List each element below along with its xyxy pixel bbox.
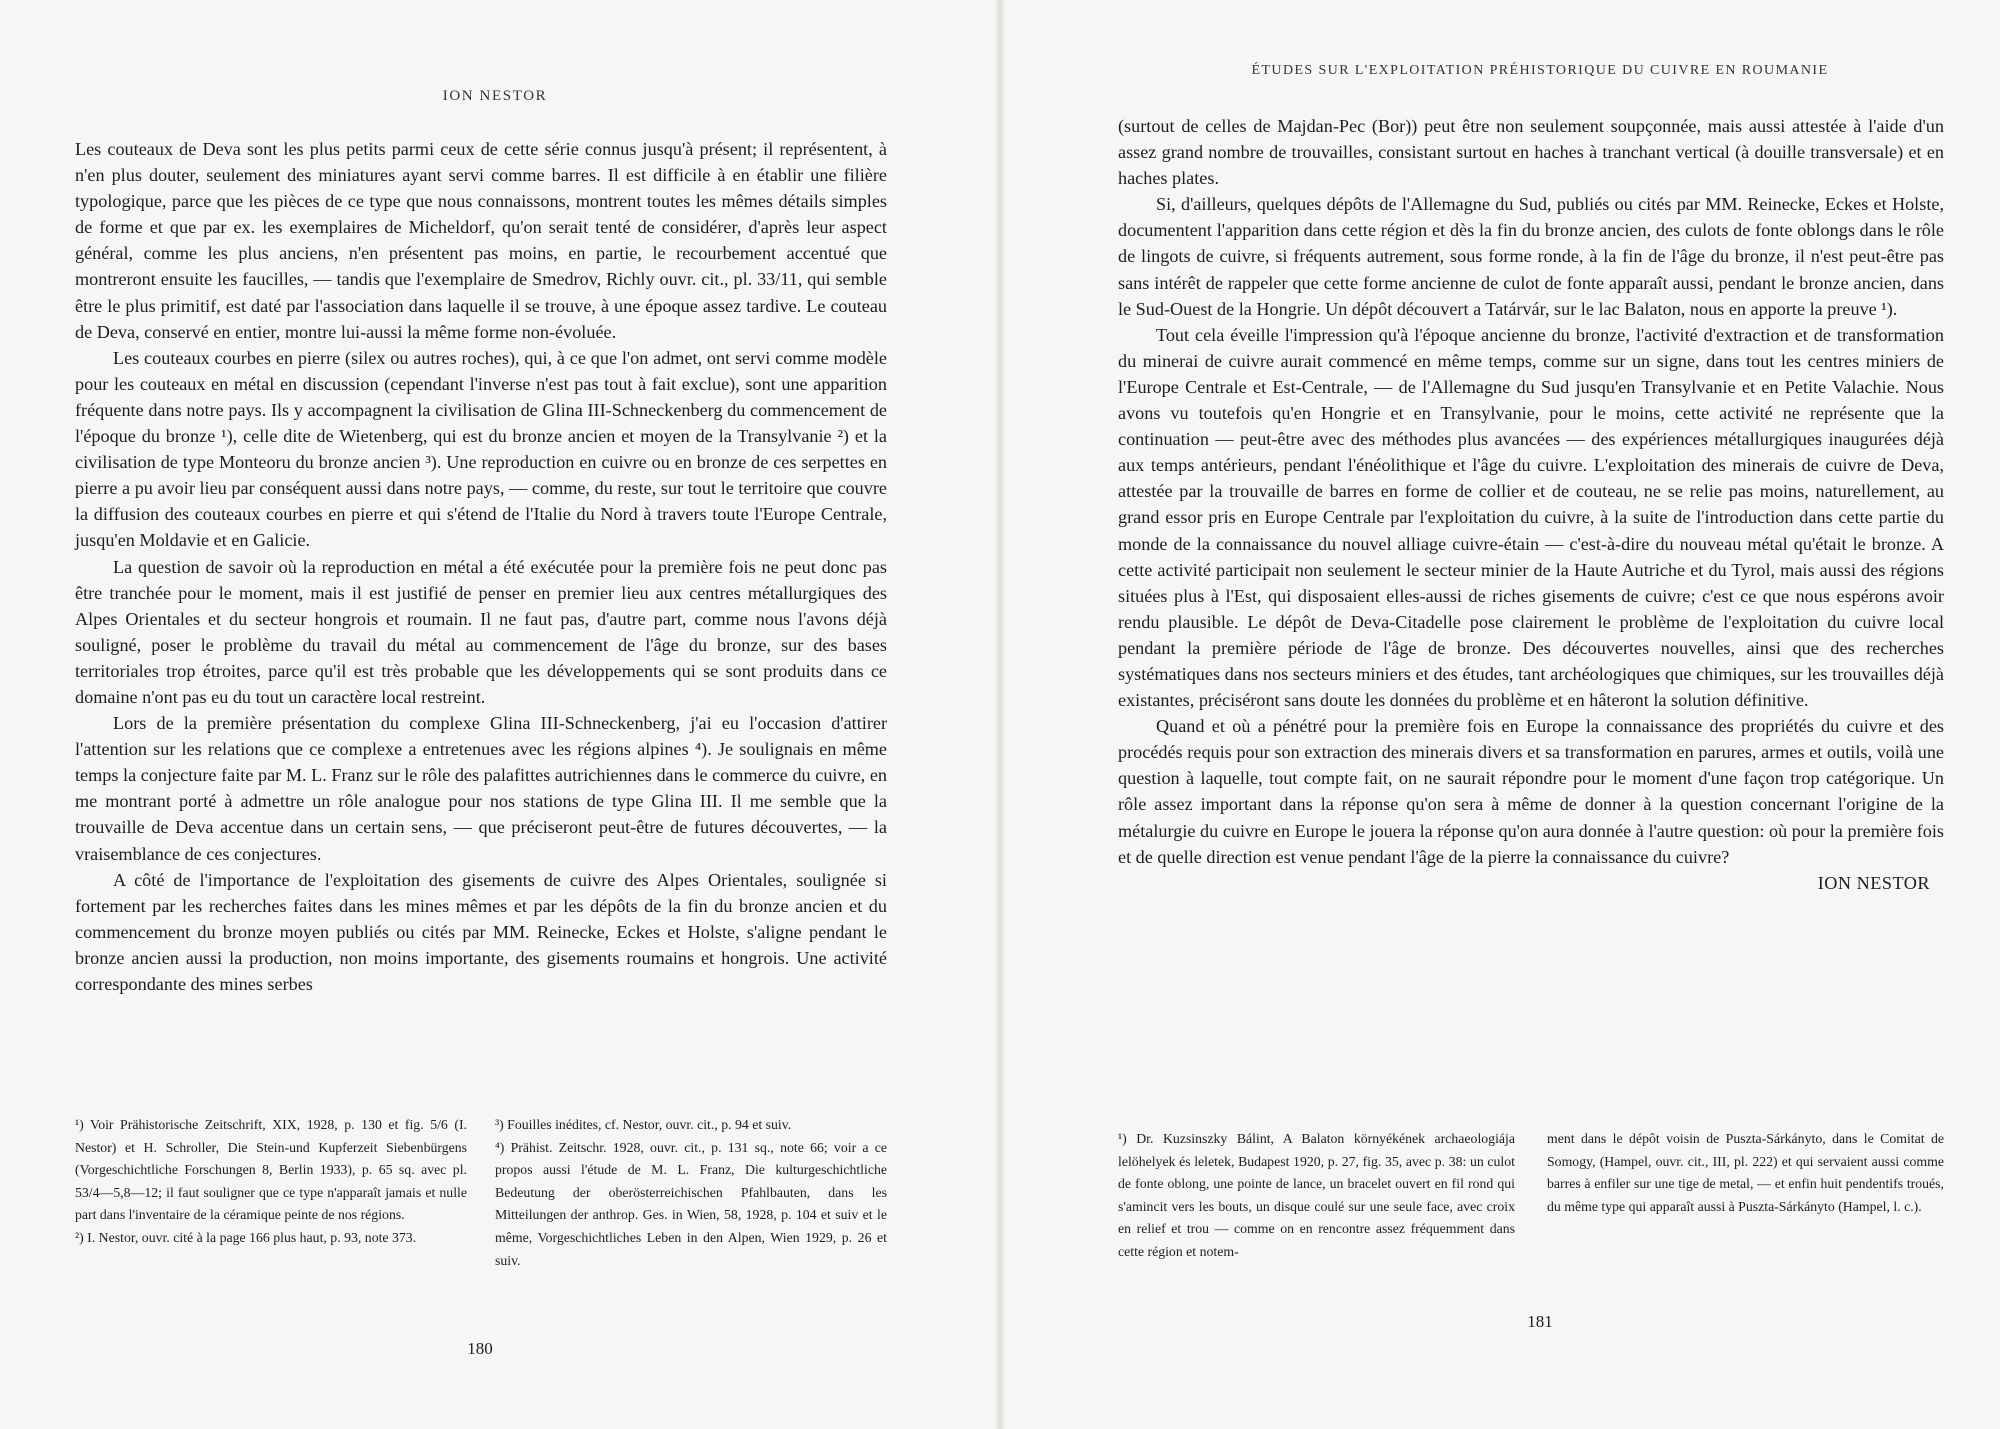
footnote: ⁴) Prähist. Zeitschr. 1928, ouvr. cit., p. 131 sq., note 66; voir a ce propos aussi l'étude de M. L. Franz, Die kulturgeschichtliche Bedeutung der oberösterreichischen Pfahlbauten, dans les Mitteilungen der anthrop. Ges. in Wien, 58, 1928, p. 104 et suiv et le même, Vorgeschichtliches Leben in den Alpen, Wien 1929, p. 26 et suiv. [495, 1139, 887, 1268]
running-head: ION NESTOR [442, 88, 548, 104]
paragraph: Les couteaux de Deva sont les plus petits parmi ceux de cette série connus jusqu'à présent; il représentent, à n'en plus douter, seulement des miniatures ayant servi comme barres. Il est difficile à en établir une filière typologique, parce que les pièces de ce type que nous connaissons, montrent toutes les mêmes détails simples de forme et que par ex. les exemplaires de Micheldorf, qu'on serait tenté de considérer, d'après leur aspect général, comme les plus anciens, n'en présentent pas moins, en partie, le recourbement accentué que montreront ensuite les faucilles, — tandis que l'exemplaire de Smedrov, Richly ouvr. cit., pl. 33/11, qui semble être le plus primitif, est daté par l'association dans laquelle il se trouve, à une époque assez tardive. Le couteau de Deva, conservé en entier, montre lui-aussi la même forme non-évoluée. [75, 139, 887, 342]
footnote-column [1547, 1128, 1944, 1264]
paragraph: Lors de la première présentation du complexe Glina III-Schneckenberg, j'ai eu l'occasion d'attirer l'attention sur les relations que ce complexe a entretenues avec les régions alpines ⁴). Je soulignais en même temps la conjecture faite par M. L. Franz sur le rôle des palafittes autrichiennes dans le commerce du cuivre, en me montrant porté à admettre un rôle analogue pour nos stations de type Glina III. Il me semble que la trouvaille de Deva accentue dans un certain sens, — que préciseront peut-être de futures découvertes, — la vraisemblance de ces conjectures. [75, 713, 887, 864]
author-signature: ION NESTOR [1817, 872, 1930, 893]
page-number: 180 [467, 1339, 493, 1358]
running-head: ÉTUDES SUR L'EXPLOITATION PRÉHISTORIQUE DU CUIVRE EN ROUMANIE [1251, 63, 1829, 78]
paragraph: A côté de l'importance de l'exploitation des gisements de cuivre des Alpes Orientales, soulignée si fortement par les recherches faites dans les mines mêmes et par les dépôts de la fin du bronze ancien et du commencement du bronze moyen publiés ou cités par MM. Reinecke, Eckes et Holste, s'aligne pendant le bronze ancien aussi la production, non moins importante, des gisements roumains et hongrois. Une activité correspondante des mines serbes [75, 869, 887, 994]
paragraph: Les couteaux courbes en pierre (silex ou autres roches), qui, à ce que l'on admet, ont servi comme modèle pour les couteaux en métal en discussion (cependant l'inverse n'est pas tout à fait exclue), sont une apparition fréquente dans notre pays. Ils y accompagnent la civilisation de Glina III-Schneckenberg du commencement de l'époque du bronze ¹), celle dite de Wietenberg, qui est du bronze ancien et moyen de la Transylvanie ²) et la civilisation de type Monteoru du bronze ancien ³). Une reproduction en cuivre ou en bronze de ces serpettes en pierre a pu avoir lieu par conséquent aussi dans notre pays, — comme, du reste, sur tout le territoire que couvre la diffusion des couteaux courbes en pierre et qui s'étend de l'Italie du Nord à travers toute l'Europe Centrale, jusqu'en Moldavie et en Galicie. [75, 347, 887, 551]
footnote: ¹) Dr. Kuzsinszky Bálint, A Balaton környékének archaeologiája lelöhelyek és leletek, Budapest 1920, p. 27, fig. 35, avec p. 38: un culot de fonte oblong, une pointe de lance, un bracelet ouvert en fil rond qui s'amincit vers les bouts, un disque coulé sur une seule face, avec croix en relief et trou — comme on en rencontre assez fréquemment dans cette région et notem- [1118, 1131, 1515, 1259]
footnote: ³) Fouilles inédites, cf. Nestor, ouvr. cit., p. 94 et suiv. [495, 1117, 792, 1132]
paragraph: Tout cela éveille l'impression qu'à l'époque ancienne du bronze, l'activité d'extraction et de transformation du minerai de cuivre aurait commencé en même temps, comme sur un signe, dans tout les centres miniers de l'Europe Centrale et Est-Centrale, — de l'Allemagne du Sud jusqu'en Transylvanie et en Petite Valachie. Nous avons vu toutefois qu'en Hongrie et en Transylvanie, pour le moins, cette activité ne représente que la continuation — peut-être avec des méthodes plus avancées — des expériences métallurgiques inaugurées déjà aux temps antérieurs, pendant l'énéolithique et l'âge du cuivre. L'exploitation des minerais de cuivre de Deva, attestée par la trouvaille de barres en forme de collier et de couteau, ne se relie pas moins, naturellement, au grand essor pris en Europe Centrale par l'exploitation du cuivre, à la suite de l'introduction dans cette partie du monde de la connaissance du nouvel alliage cuivre-étain — c'est-à-dire du nouveau métal qu'était le bronze. A cette activité participait non seulement le secteur minier de la Haute Autriche et du Tyrol, mais aussi des régions situées plus à l'Est, qui disposaient elles-aussi de riches gisements de cuivre; c'est ce que nous espérons avoir rendu plausible. Le dépôt de Deva-Citadelle pose clairement le problème de l'exploitation du cuivre local pendant la première période de l'âge de bronze. Des découvertes nouvelles, ainsi que des recherches systématiques dans nos secteurs miniers et des études, tant archéologiques que chimiques, sur les trouvailles déjà existantes, préciséront sans doute les données du problème et en hâteront la solution définitive. [1118, 324, 1944, 711]
paragraph: Si, d'ailleurs, quelques dépôts de l'Allemagne du Sud, publiés ou cités par MM. Reinecke, Eckes et Holste, documentent l'apparition dans cette région et dès la fin du bronze ancien, des culots de fonte oblongs dans le rôle de lingots de cuivre, si fréquents autrement, sous forme ronde, à la fin de l'âge du bronze, il n'est peut-être pas sans intérêt de rappeler que cette forme ancienne de culot de fonte apparaît aussi, pendant le bronze ancien, dans le Sud-Ouest de la Hongrie. Un dépôt découvert a Tatárvár, sur le lac Balaton, nous en apporte la preuve ¹). [1118, 194, 1944, 319]
page-number: 181 [1527, 1312, 1553, 1331]
footnote-column [1118, 1128, 1515, 1264]
body-text [75, 136, 887, 997]
footnote-column [75, 1114, 467, 1272]
footnote: ment dans le dépôt voisin de Puszta-Sárkányto, dans le Comitat de Somogy, (Hampel, ouvr. cit., III, pl. 222) et qui servaient aussi comme barres à enfiler sur une tige de metal, — et enfin huit pendentifs troués, du même type qui apparaît aussi à Puszta-Sárkányto (Hampel, l. c.). [1547, 1131, 1944, 1214]
footnotes [75, 1114, 887, 1272]
footnote: ²) I. Nestor, ouvr. cité à la page 166 plus haut, p. 93, note 373. [75, 1229, 417, 1245]
footnote: ¹) Voir Prähistorische Zeitschrift, XIX, 1928, p. 130 et fig. 5/6 (I. Nestor) et H. Schroller, Die Stein-und Kupferzeit Siebenbürgens (Vorgeschichtliche Forschungen 8, Berlin 1933), p. 65 sq. avec pl. 53/4—5,8—12; il faut souligner que ce type n'apparaît jamais et nulle part dans l'inventaire de la céramique peinte de nos régions. [75, 1117, 467, 1223]
paragraph: Quand et où a pénétré pour la première fois en Europe la connaissance des propriétés du cuivre et des procédés requis pour son extraction des minerais divers et sa transformation en parures, armes et outils, voilà une question à laquelle, tout compte fait, on ne saurait répondre pour le moment d'une façon trop catégorique. Un rôle assez important dans la réponse qu'on sera à même de donner à la question concernant l'origine de la métalurgie du cuivre en Europe le jouera la réponse qu'on aura donnée à l'autre question: où pour la première fois et de quelle direction est venue pendant l'âge de la pierre la connaissance du cuivre? [1118, 716, 1944, 867]
footnotes [1118, 1128, 1944, 1264]
paragraph: (surtout de celles de Majdan-Pec (Bor)) peut être non seulement soupçonnée, mais aussi attestée à l'aide d'un assez grand nombre de trouvailles, consistant surtout en haches à tranchant vertical (à douille transversale) et en haches plates. [1118, 116, 1944, 189]
body-text [1118, 113, 1944, 896]
footnote-column [495, 1114, 887, 1272]
right-page [1000, 0, 2000, 1429]
paragraph: La question de savoir où la reproduction en métal a été exécutée pour la première fois ne peut donc pas être tranchée pour le moment, mais il est justifié de penser en premier lieu aux centres métallurgiques des Alpes Orientales et du secteur hongrois et roumain. Il ne faut pas, d'autre part, comme nous l'avons déjà souligné, poser le problème du travail du métal au commencement de l'âge du bronze, sur des bases territoriales trop étroites, parce qu'il est très probable que les développements qui se sont produits dans ce domaine n'ont pas eu du tout un caractère local restreint. [75, 556, 887, 707]
